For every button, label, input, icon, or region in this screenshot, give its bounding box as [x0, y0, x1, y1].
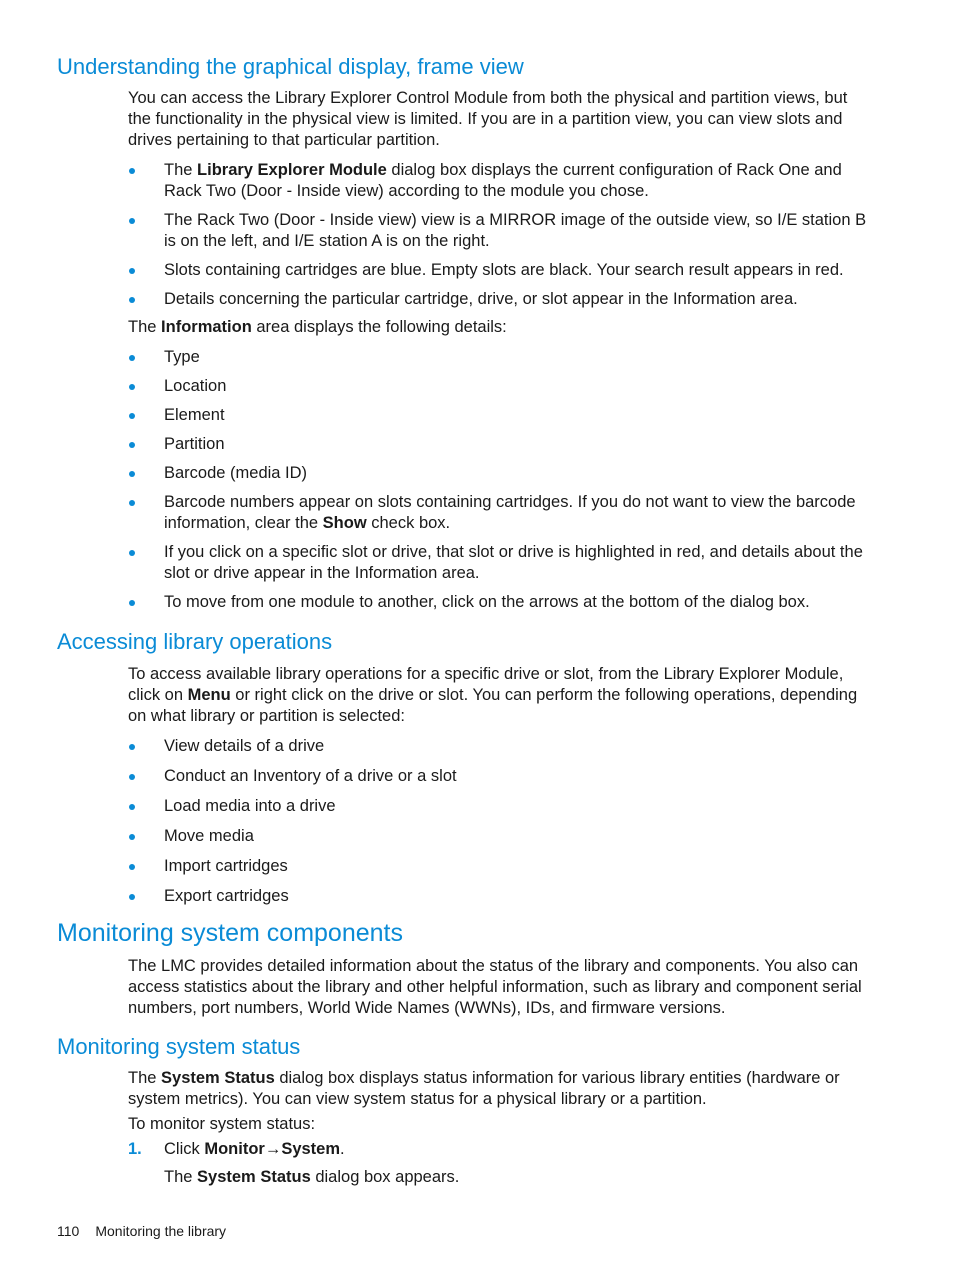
bullet-list-operations: [128, 736, 870, 907]
list-item: The Library Explorer Module dialog box displays the current configuration of Rack One and Rack Two (Door - Inside view) according to the module you chose.: [128, 160, 870, 202]
list-item: Barcode (media ID): [128, 463, 870, 484]
list-item: View details of a drive: [128, 736, 870, 757]
chapter-title: Monitoring the library: [95, 1223, 227, 1239]
list-item: The Rack Two (Door - Inside view) view is a MIRROR image of the outside view, so I/E station B is on the left, and I/E station A is on the right.: [128, 210, 870, 252]
step-list: [128, 1139, 870, 1188]
list-item: Conduct an Inventory of a drive or a slot: [128, 766, 870, 787]
paragraph-components-intro: The LMC provides detailed information about the status of the library and components. You also can access statistics about the library and other helpful information, such as library and component serial numbers, port numbers, World Wide Names (WWNs), IDs, and firmware versions.: [128, 957, 862, 1017]
section-graphical-display-body: [128, 88, 870, 613]
paragraph-to-monitor: To monitor system status:: [128, 1115, 316, 1133]
bullet-list-details: [128, 347, 870, 613]
list-item: Slots containing cartridges are blue. Empty slots are black. Your search result appears in red.: [128, 260, 870, 281]
list-item: Location: [128, 376, 870, 397]
list-item: If you click on a specific slot or drive, that slot or drive is highlighted in red, and details about the slot or drive appear in the Information area.: [128, 542, 870, 584]
arrow-icon: →: [264, 1140, 282, 1158]
list-item: Type: [128, 347, 870, 368]
bullet-list-explorer: [128, 160, 870, 310]
paragraph-intro: You can access the Library Explorer Control Module from both the physical and partition views, but the functionality in the physical view is limited. If you are in a partition view, you can view slots and drives pertaining to that particular partition.: [128, 89, 848, 149]
heading-monitoring-system-status: Monitoring system status: [57, 1034, 301, 1059]
list-item: Barcode numbers appear on slots containing cartridges. If you do not want to view the barcode information, clear the Show check box.: [128, 492, 870, 534]
list-item: To move from one module to another, click on the arrows at the bottom of the dialog box.: [128, 592, 870, 613]
page-footer: [57, 1223, 226, 1239]
heading-monitoring-system-components: Monitoring system components: [57, 919, 403, 947]
heading-understanding-graphical-display: Understanding the graphical display, frame view: [57, 54, 524, 79]
page-number: 110: [57, 1223, 80, 1239]
list-item: Partition: [128, 434, 870, 455]
step-result: The System Status dialog box appears.: [164, 1168, 460, 1186]
list-item: Element: [128, 405, 870, 426]
heading-accessing-library-operations: Accessing library operations: [57, 629, 333, 654]
list-item: Details concerning the particular cartridge, drive, or slot appear in the Information area.: [128, 289, 870, 310]
list-item: Import cartridges: [128, 856, 870, 877]
step-item: 1. Click Monitor→System. The System Status dialog box appears.: [128, 1139, 870, 1188]
paragraph-operations-intro: To access available library operations for a specific drive or slot, from the Library Explorer Module, click on Menu or right click on the drive or slot. You can perform the following operations, depending on what library or partition is selected:: [128, 665, 858, 725]
paragraph-information-area: The Information area displays the following details:: [128, 318, 507, 336]
list-item: Move media: [128, 826, 870, 847]
step-number: 1.: [128, 1140, 142, 1158]
list-item: Load media into a drive: [128, 796, 870, 817]
section-system-components-body: [128, 956, 870, 1019]
section-library-operations-body: [128, 664, 870, 907]
list-item: Export cartridges: [128, 886, 870, 907]
section-system-status-body: [128, 1068, 870, 1188]
paragraph-status-intro: The System Status dialog box displays status information for various library entities (hardware or system metrics). You can view system status for a physical library or a partition.: [128, 1069, 840, 1108]
